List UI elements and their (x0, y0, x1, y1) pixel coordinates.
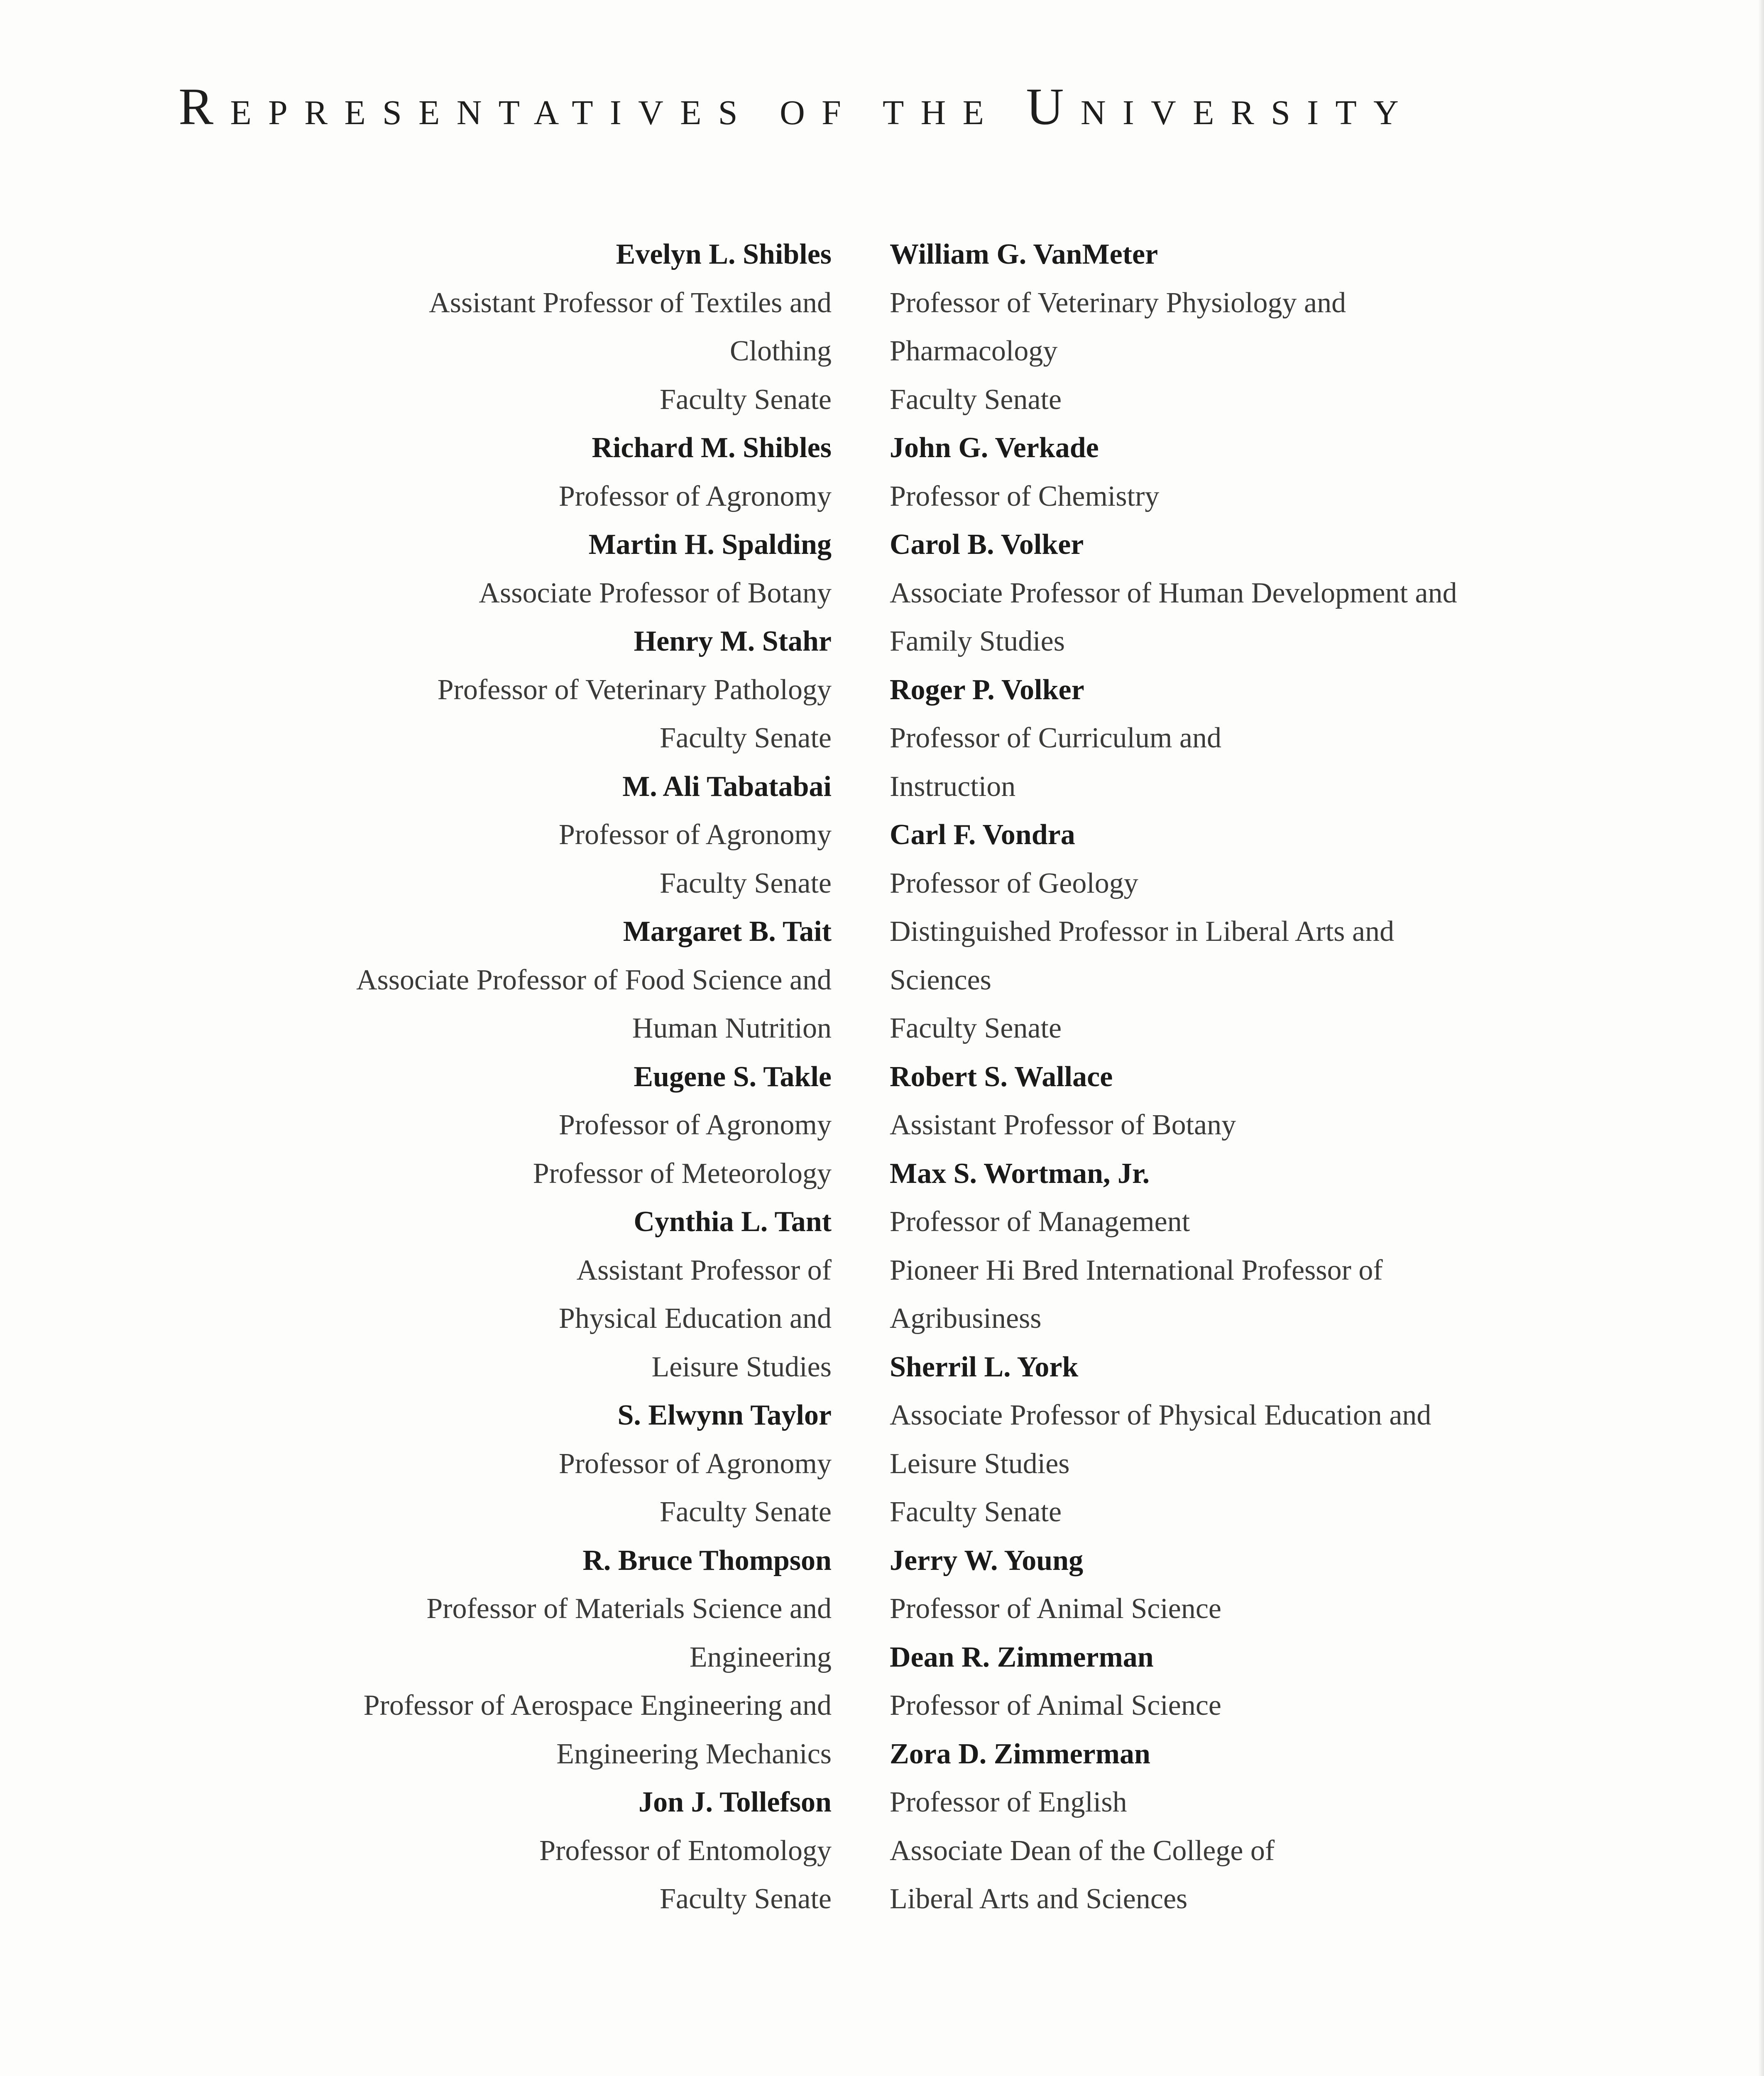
representative-role: Associate Professor of Human Development and (890, 577, 1457, 609)
representative-role: Sciences (890, 964, 991, 996)
representative-role: Faculty Senate (890, 383, 1062, 416)
representative-role: Professor of Meteorology (533, 1157, 832, 1190)
title-segment: U (1026, 78, 1081, 136)
title-segment: OF (780, 93, 883, 132)
representative-role: Associate Dean of the College of (890, 1834, 1275, 1867)
representative-name: Roger P. Volker (890, 673, 1084, 706)
representative-role: Leisure Studies (651, 1351, 832, 1383)
title-segment: THE (882, 93, 1026, 132)
title-segment: EPRESENTATIVES (230, 93, 780, 132)
title-segment: NIVERSITY (1080, 93, 1416, 132)
representative-role: Professor of Veterinary Physiology and (890, 286, 1346, 319)
representative-name: Max S. Wortman, Jr. (890, 1157, 1150, 1190)
page-title (179, 78, 1416, 136)
representative-role: Faculty Senate (659, 722, 832, 754)
representative-role: Engineering Mechanics (556, 1738, 832, 1770)
representative-role: Pharmacology (890, 335, 1058, 367)
representative-role: Professor of Agronomy (558, 480, 832, 512)
representative-role: Physical Education and (558, 1302, 832, 1334)
representative-name: Martin H. Spalding (588, 529, 832, 561)
representative-name: Jon J. Tollefson (639, 1786, 832, 1818)
representative-role: Liberal Arts and Sciences (890, 1883, 1188, 1915)
representative-role: Faculty Senate (659, 1496, 832, 1528)
representative-role: Professor of Agronomy (558, 1447, 832, 1480)
representative-name: Dean R. Zimmerman (890, 1641, 1154, 1673)
representative-name: Carol B. Volker (890, 529, 1084, 561)
page-edge-shadow (1758, 0, 1764, 2076)
representative-role: Professor of Aerospace Engineering and (363, 1689, 832, 1721)
representative-name: Robert S. Wallace (890, 1060, 1113, 1093)
representative-role: Professor of Veterinary Pathology (437, 673, 832, 706)
representative-name: Sherril L. York (890, 1351, 1079, 1383)
title-segment: R (179, 78, 230, 136)
representative-role: Professor of Chemistry (890, 480, 1160, 512)
representative-role: Engineering (689, 1641, 832, 1673)
representative-role: Professor of Animal Science (890, 1689, 1221, 1721)
representative-name: Henry M. Stahr (634, 625, 832, 657)
representative-role: Family Studies (890, 625, 1065, 657)
representative-name: Margaret B. Tait (623, 916, 832, 947)
representative-role: Instruction (890, 770, 1016, 803)
representative-role: Faculty Senate (659, 383, 832, 416)
representative-role: Distinguished Professor in Liberal Arts and (890, 916, 1395, 947)
representative-role: Professor of Geology (890, 867, 1138, 899)
representative-role: Professor of Agronomy (558, 819, 832, 851)
representative-name: Evelyn L. Shibles (616, 238, 832, 270)
representative-name: S. Elwynn Taylor (617, 1399, 832, 1431)
representative-role: Professor of Curriculum and (890, 722, 1222, 754)
representative-role: Associate Professor of Physical Education and (890, 1399, 1431, 1431)
representative-name: John G. Verkade (890, 432, 1099, 464)
representative-role: Faculty Senate (659, 1883, 832, 1915)
representative-role: Faculty Senate (659, 867, 832, 899)
representative-name: Jerry W. Young (890, 1544, 1084, 1577)
representative-role: Human Nutrition (632, 1012, 832, 1044)
representative-name: William G. VanMeter (890, 238, 1158, 270)
representative-role: Professor of Animal Science (890, 1593, 1221, 1625)
representative-name: Richard M. Shibles (592, 432, 832, 464)
representative-role: Faculty Senate (890, 1012, 1062, 1044)
representative-role: Associate Professor of Botany (479, 577, 832, 609)
representative-role: Faculty Senate (890, 1496, 1062, 1528)
representatives-list-right (890, 230, 1457, 1924)
representative-name: Carl F. Vondra (890, 819, 1075, 851)
representative-role: Professor of English (890, 1786, 1127, 1818)
representative-role: Assistant Professor of Textiles and (429, 286, 832, 319)
representative-role: Assistant Professor of Botany (890, 1109, 1236, 1141)
representative-name: Eugene S. Takle (634, 1060, 832, 1093)
representatives-list-left (356, 230, 832, 1924)
representative-role: Professor of Entomology (539, 1834, 832, 1867)
representative-name: R. Bruce Thompson (582, 1544, 832, 1577)
representative-role: Assistant Professor of (576, 1254, 832, 1286)
representative-role: Leisure Studies (890, 1447, 1070, 1480)
representative-role: Professor of Materials Science and (426, 1593, 832, 1625)
representative-role: Professor of Management (890, 1206, 1190, 1238)
representative-role: Clothing (729, 335, 832, 367)
representative-role: Agribusiness (890, 1302, 1042, 1334)
representative-name: M. Ali Tabatabai (622, 770, 832, 803)
representative-role: Pioneer Hi Bred International Professor of (890, 1254, 1383, 1286)
representative-name: Zora D. Zimmerman (890, 1738, 1150, 1770)
representative-role: Professor of Agronomy (558, 1109, 832, 1141)
representative-name: Cynthia L. Tant (634, 1206, 832, 1238)
representative-role: Associate Professor of Food Science and (356, 964, 832, 996)
